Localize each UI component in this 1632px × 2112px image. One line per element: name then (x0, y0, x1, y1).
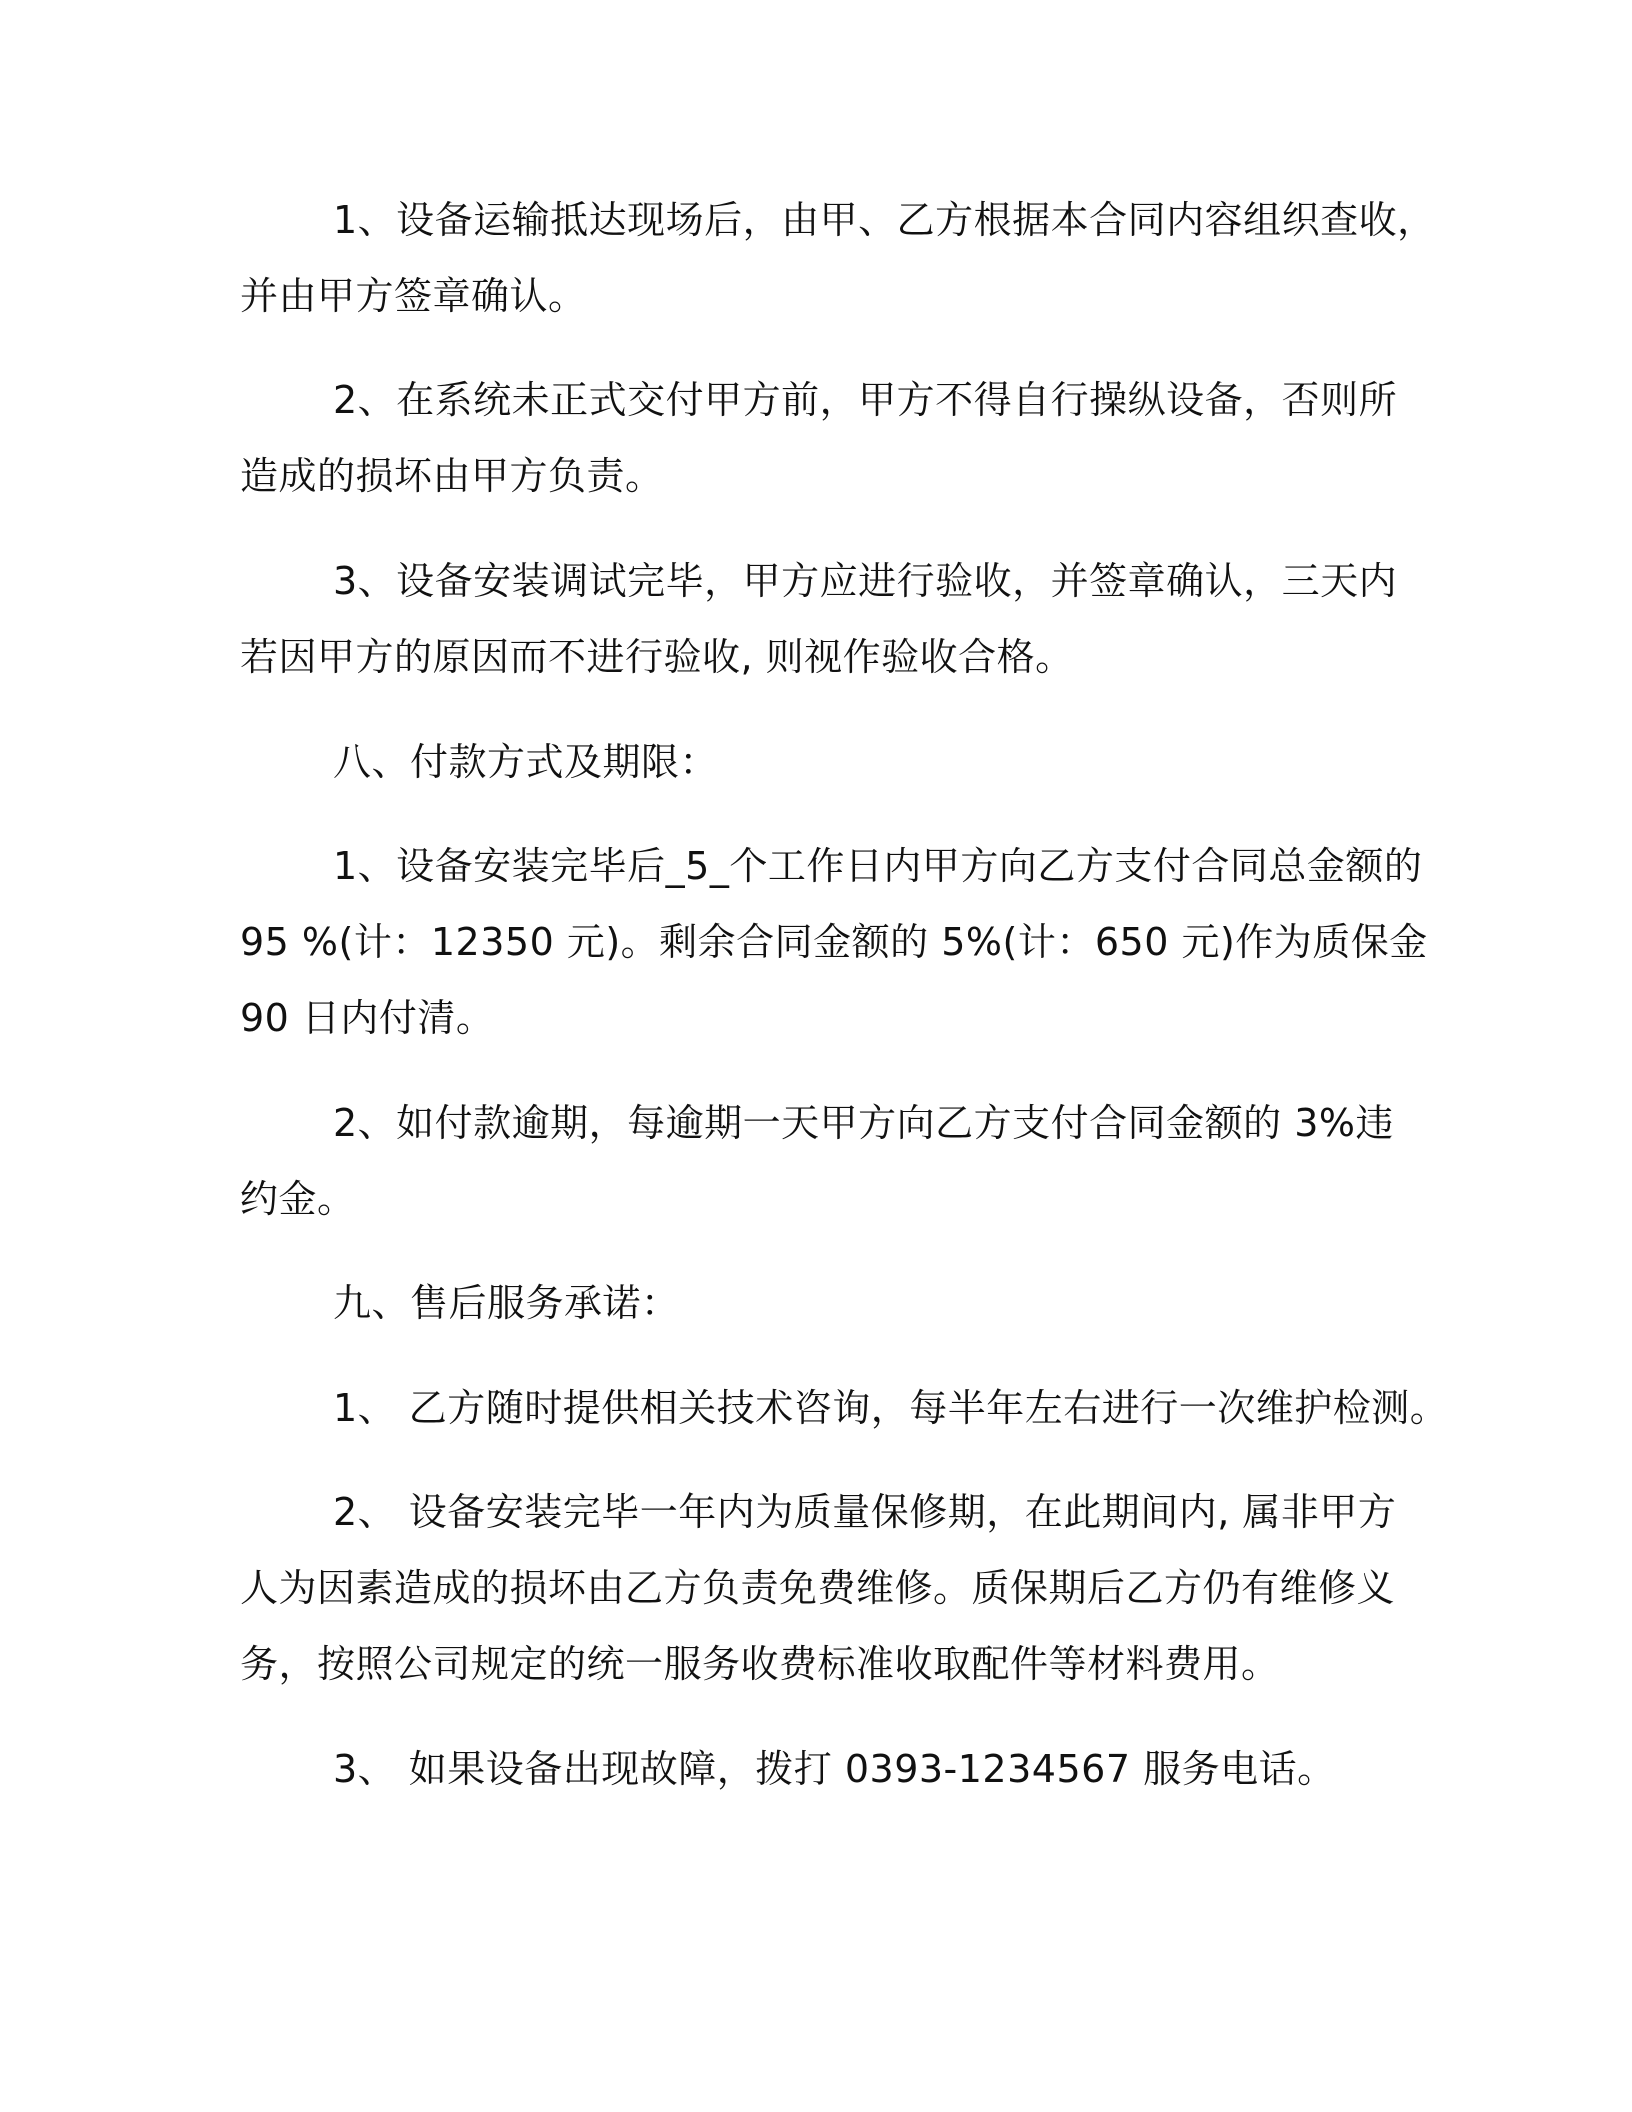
paragraph-line: 若因甲方的原因而不进行验收, 则视作验收合格。 (240, 635, 1074, 679)
paragraph-line: 约金。 (240, 1177, 356, 1221)
paragraph-line: 90 日内付清。 (240, 996, 495, 1040)
section-heading: 八、付款方式及期限： (333, 740, 719, 784)
section-heading: 九、售后服务承诺： (333, 1281, 680, 1325)
paragraph-line: 并由甲方签章确认。 (240, 274, 587, 318)
paragraph-line: 2、如付款逾期，每逾期一天甲方向乙方支付合同金额的 3%违 (333, 1101, 1395, 1145)
paragraph-line: 1、 乙方随时提供相关技术咨询，每半年左右进行一次维护检测。 (333, 1386, 1449, 1430)
paragraph-line: 务，按照公司规定的统一服务收费标准收取配件等材料费用。 (240, 1642, 1280, 1686)
paragraph-line: 造成的损坏由甲方负责。 (240, 454, 664, 498)
paragraph-line: 95 %(计：12350 元)。剩余合同金额的 5%(计：650 元)作为质保金 (240, 920, 1428, 964)
paragraph-line: 2、 设备安装完毕一年内为质量保修期，在此期间内, 属非甲方 (333, 1490, 1397, 1534)
paragraph-line: 3、设备安装调试完毕，甲方应进行验收，并签章确认，三天内 (333, 559, 1398, 603)
paragraph-line: 3、 如果设备出现故障，拨打 0393-1234567 服务电话。 (333, 1747, 1336, 1791)
paragraph-line: 2、在系统未正式交付甲方前，甲方不得自行操纵设备，否则所 (333, 378, 1398, 422)
paragraph-line: 1、设备安装完毕后_5_个工作日内甲方向乙方支付合同总金额的 (333, 844, 1423, 888)
paragraph-line: 1、设备运输抵达现场后，由甲、乙方根据本合同内容组织查收， (333, 198, 1436, 242)
paragraph-line: 人为因素造成的损坏由乙方负责免费维修。质保期后乙方仍有维修义 (240, 1566, 1396, 1610)
